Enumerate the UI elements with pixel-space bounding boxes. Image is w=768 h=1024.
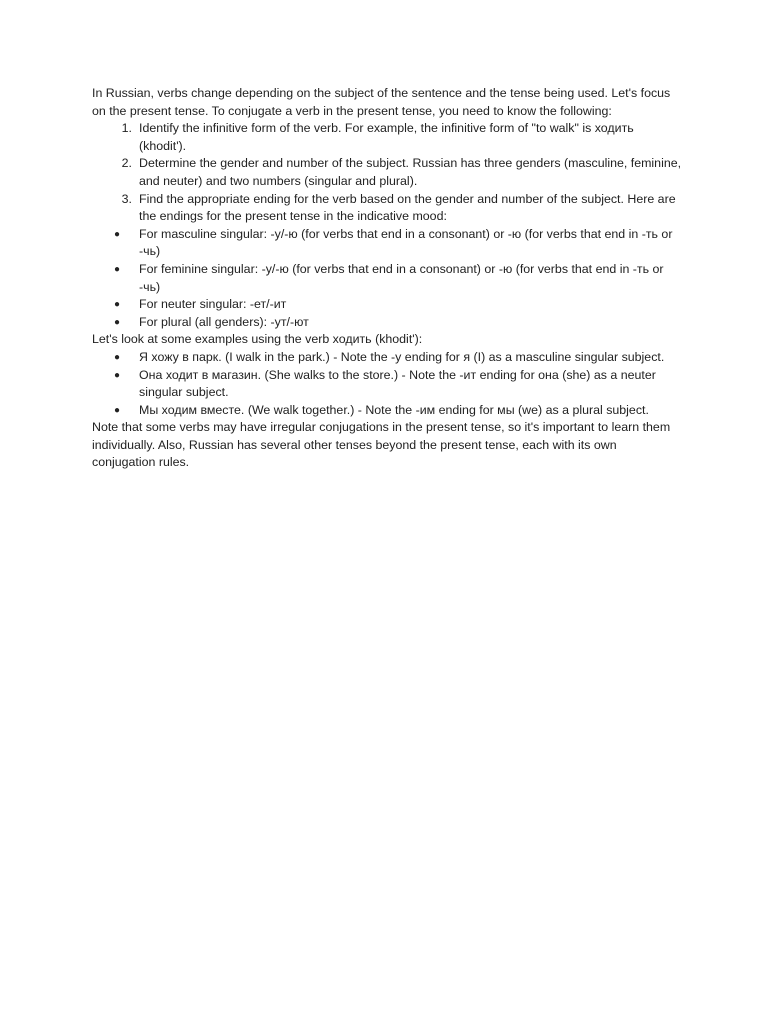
ending-item	[92, 296, 682, 314]
step-text: Identify the infinitive form of the verb. For example, the infinitive form of "to walk" is ходить (khodit').	[139, 121, 634, 153]
bullet-icon: ●	[114, 404, 121, 416]
ending-item	[92, 261, 682, 296]
bullet-icon: ●	[114, 263, 121, 275]
ending-item	[92, 226, 682, 261]
examples-intro-paragraph: Let's look at some examples using the verb ходить (khodit'):	[92, 332, 423, 347]
step-item	[92, 191, 682, 226]
endings-list	[92, 226, 682, 332]
example-text: Она ходит в магазин. (She walks to the store.) - Note the -ит ending for она (she) as a neuter singular subject.	[139, 367, 656, 400]
steps-list	[92, 120, 682, 226]
example-item	[92, 367, 682, 402]
step-item	[92, 120, 682, 155]
bullet-icon: ●	[114, 369, 121, 381]
ending-text: For masculine singular: -у/-ю (for verbs that end in a consonant) or -ю (for verbs that end in -ть or -чь)	[139, 226, 673, 259]
examples-list	[92, 349, 682, 419]
bullet-icon: ●	[114, 351, 121, 363]
example-text: Я хожу в парк. (I walk in the park.) - Note the -у ending for я (I) as a masculine singular subject.	[139, 349, 665, 364]
bullet-icon: ●	[114, 299, 121, 311]
step-item	[92, 155, 682, 190]
document-body	[92, 85, 682, 472]
ending-text: For plural (all genders): -ут/-ют	[139, 314, 309, 329]
intro-paragraph: In Russian, verbs change depending on the subject of the sentence and the tense being used. Let's focus on the present tense. To conjugate a verb in the present tense, you need to know the following:	[92, 86, 671, 118]
example-item	[92, 349, 682, 367]
list-number: 1.	[121, 121, 132, 136]
ending-text: For feminine singular: -у/-ю (for verbs that end in a consonant) or -ю (for verbs that end in -ть or -чь)	[139, 261, 664, 294]
step-text: Find the appropriate ending for the verb based on the gender and number of the subject. Here are the endings for the present tense in the indicative mood:	[139, 191, 676, 224]
ending-item	[92, 314, 682, 332]
closing-paragraph: Note that some verbs may have irregular conjugations in the present tense, so it's important to learn them individually. Also, Russian has several other tenses beyond the present tense, each with its own conjugation rules.	[92, 420, 671, 470]
list-number: 2.	[121, 156, 132, 171]
bullet-icon: ●	[114, 316, 121, 328]
example-item	[92, 402, 682, 420]
example-text: Мы ходим вместе. (We walk together.) - Note the -им ending for мы (we) as a plural subject.	[139, 402, 649, 417]
ending-text: For neuter singular: -ет/-ит	[139, 297, 287, 312]
step-text: Determine the gender and number of the subject. Russian has three genders (masculine, feminine, and neuter) and two numbers (singular and plural).	[139, 156, 682, 188]
list-number: 3.	[121, 191, 132, 206]
bullet-icon: ●	[114, 228, 121, 240]
